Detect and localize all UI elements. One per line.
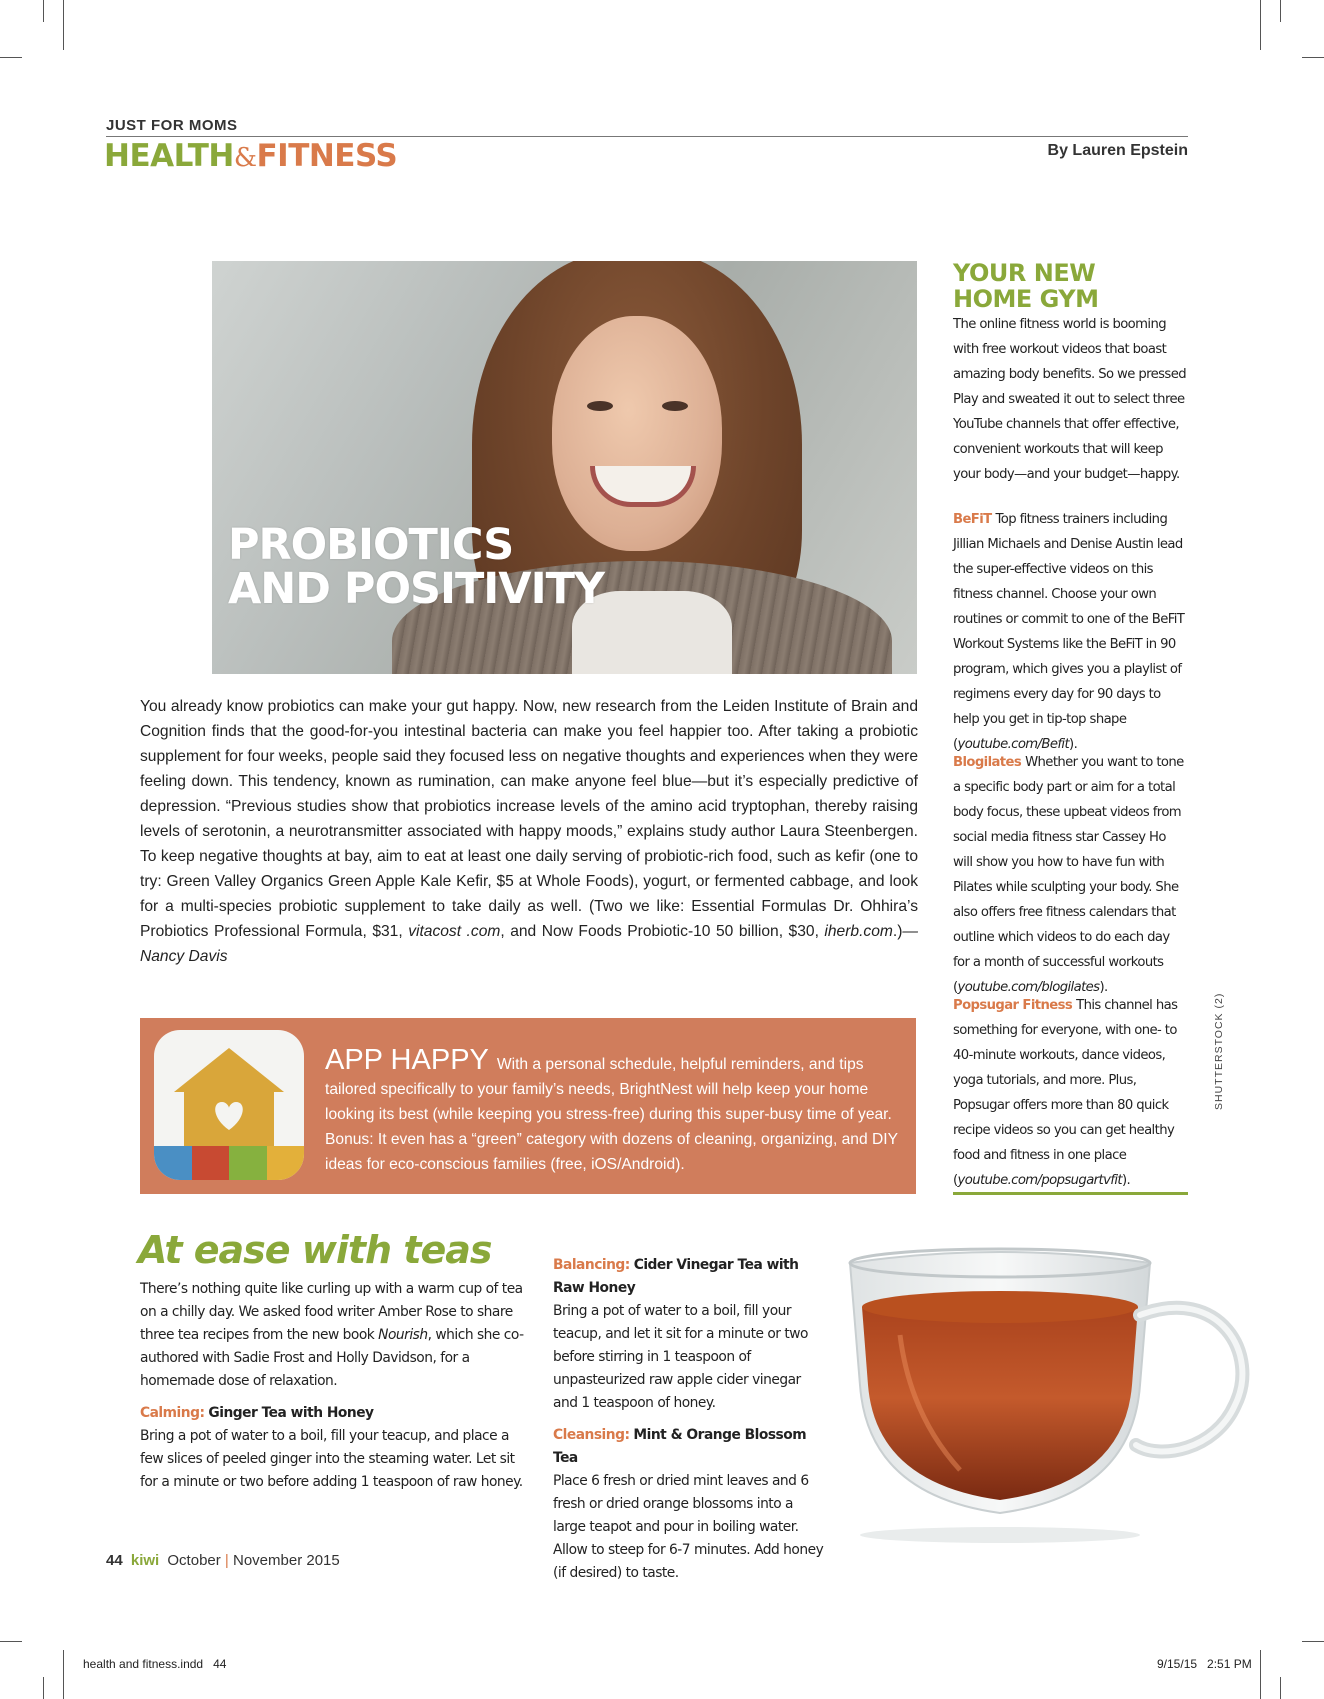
hero-title-line: PROBIOTICS — [228, 520, 514, 570]
sidebar-item-link: youtube.com/popsugartvfit — [957, 1173, 1122, 1188]
article-link-iherb: iherb.com — [824, 923, 893, 940]
sidebar-item-befit — [953, 507, 1188, 757]
app-happy-text — [325, 1044, 900, 1177]
sidebar-intro: The online fitness world is booming with free workout videos that boast amazing body benefits. So we pressed Play and sweated it out to select three YouTube channels that offer effective, convenient workouts that will keep your body—and your budget—happy. — [953, 317, 1186, 482]
crop-mark — [43, 0, 44, 22]
photo-eye — [662, 401, 688, 411]
stripe-red — [192, 1146, 230, 1180]
slug-timestamp: 9/15/15 2:51 PM — [1157, 1657, 1252, 1671]
teas-intro — [140, 1278, 530, 1393]
sidebar-item-end: ). — [1121, 1173, 1131, 1188]
app-happy-title: APP HAPPY — [325, 1044, 489, 1076]
teas-column-right — [553, 1254, 828, 1585]
recipe-balancing — [553, 1254, 828, 1415]
probiotics-article — [140, 694, 918, 969]
recipe-cleansing — [553, 1424, 828, 1585]
section-title — [104, 138, 397, 174]
sidebar-item-link: youtube.com/blogilates — [957, 980, 1100, 995]
photo-face — [552, 316, 722, 551]
recipe-label: Calming: — [140, 1405, 205, 1421]
page-number: 44 — [106, 1552, 123, 1569]
recipe-label: Balancing: — [553, 1257, 630, 1273]
tea-cup-image — [840, 1245, 1260, 1545]
header-rule — [106, 136, 1188, 137]
sidebar-item-name: Blogilates — [953, 755, 1022, 770]
section-title-amp: & — [233, 143, 257, 173]
sidebar-item-end: ). — [1099, 980, 1108, 995]
sidebar-title — [953, 260, 1099, 312]
recipe-text: Place 6 fresh or dried mint leaves and 6 fresh or dried orange blossoms into a large teapot and pour in boiling water. Allow to steep for 6-7 minutes. Add honey (if desired) to taste. — [553, 1473, 824, 1581]
recipe-title: Cider Vinegar Tea with Raw Honey — [553, 1257, 799, 1296]
recipe-text: Bring a pot of water to a boil, fill your teacup, and let it sit for a minute or two before stirring in 1 teaspoon of unpasteurized raw apple cider vinegar and 1 teaspoon of honey. — [553, 1303, 808, 1411]
stripe-yellow — [267, 1146, 305, 1180]
app-happy-body: With a personal schedule, helpful reminders, and tips tailored specifically to your family’s needs, BrightNest will help keep your home looking its best (while keeping you stress-free) during this super-busy time of year. Bonus: It even has a “green” category with dozens of cleaning, organizing, and DIY ideas for eco-conscious families (free, iOS/Android). — [325, 1056, 898, 1173]
page-folio — [106, 1552, 340, 1569]
sidebar-item-text: This channel has something for everyone, with one- to 40-minute workouts, dance videos, yoga tutorials, and more. Plus, Popsugar offers more than 80 quick recipe videos so you can get healthy food and fitness in one place ( — [953, 998, 1178, 1188]
teas-title: At ease with teas — [138, 1228, 492, 1272]
teas-column-left — [140, 1278, 530, 1494]
crop-mark — [63, 1650, 64, 1699]
recipe-calming — [140, 1402, 530, 1494]
sidebar-item-text: Top fitness trainers including Jillian Michaels and Denise Austin lead the super-effective videos on this fitness channel. Choose your own routines or commit to one of the BeFiT Workout Systems like the BeFiT in 90 program, which gives you a playlist of regimens every day for 90 days to help you get in tip-top shape ( — [953, 512, 1185, 752]
sidebar-item-name: BeFiT — [953, 512, 992, 527]
crop-mark — [0, 1641, 22, 1642]
recipe-text: Bring a pot of water to a boil, fill your teacup, and place a few slices of peeled ginger into the steaming water. Let sit for a minute or two before adding 1 teaspoon of raw honey. — [140, 1428, 523, 1490]
crop-mark — [43, 1677, 44, 1699]
section-kicker: JUST FOR MOMS — [106, 117, 238, 134]
hero-title — [228, 520, 605, 614]
crop-mark — [1302, 57, 1324, 58]
issue-month-year: November 2015 — [233, 1552, 340, 1569]
app-icon-stripes — [154, 1146, 304, 1180]
stripe-green — [229, 1146, 267, 1180]
crop-mark — [1280, 1677, 1281, 1699]
teas-intro-text: , which she co-authored with Sadie Frost and Holly Davidson, for a homemade dose of relaxation. — [140, 1327, 524, 1389]
crop-mark — [1260, 1650, 1261, 1699]
article-credit: —Nancy Davis — [140, 923, 919, 965]
hero-title-line: AND POSITIVITY — [228, 564, 605, 614]
sidebar-item-blogilates — [953, 750, 1188, 1000]
sidebar-item-popsugar — [953, 993, 1188, 1193]
sidebar-item-end: ). — [1069, 737, 1078, 752]
crop-mark — [63, 0, 64, 50]
section-title-health: HEALTH — [104, 138, 234, 174]
sidebar-item-link: youtube.com/Befit — [957, 737, 1070, 752]
crop-mark — [1260, 0, 1261, 50]
magazine-logo: kiwi — [130, 1552, 160, 1569]
byline: By Lauren Epstein — [1047, 142, 1188, 159]
sidebar-rule — [953, 1192, 1188, 1195]
crop-mark — [0, 57, 22, 58]
photo-eye — [587, 401, 613, 411]
article-text: You already know probiotics can make your gut happy. Now, new research from the Leiden Institute of Brain and Cognition finds that the good-for-you intestinal bacteria can make you feel happier too. After taking a probiotic supplement for four weeks, people said they focused less on negative thoughts and experiences when they were feeling down. This tendency, known as rumination, can make anyone feel blue—but it’s especially predictive of depression. “Previous studies show that probiotics increase levels of the amino acid tryptophan, thereby raising levels of serotonin, a neurotransmitter associated with happy moods,” explains study author Laura Steenbergen. To keep negative thoughts at bay, aim to eat at least one daily serving of probiotic-rich food, such as kefir (one to try: Green Valley Organics Green Apple Kale Kefir, $5 at Whole Foods), yogurt, or fermented cabbage, and look for a multi-species probiotic supplement to take daily as well. (Two we like: Essential Formulas Dr. Ohhira’s Probiotics Professional Formula, $31, — [140, 698, 918, 940]
sidebar-title-line: YOUR NEW — [953, 259, 1096, 287]
recipe-title: Mint & Orange Blossom Tea — [553, 1427, 807, 1466]
app-happy-box — [140, 1018, 916, 1194]
article-text: .) — [892, 923, 903, 940]
sidebar-title-line: HOME GYM — [953, 285, 1099, 313]
stripe-blue — [154, 1146, 192, 1180]
sidebar-item-name: Popsugar Fitness — [953, 998, 1073, 1013]
teas-book-title: Nourish — [378, 1327, 428, 1343]
recipe-label: Cleansing: — [553, 1427, 630, 1443]
issue-separator: | — [224, 1552, 229, 1569]
issue-month: October — [167, 1552, 221, 1569]
sidebar-item-text: Whether you want to tone a specific body part or aim for a total body focus, these upbeat videos from social media fitness star Cassey Ho will show you how to have fun with Pilates while sculpting your body. She also offers free fitness calendars that outline which videos to do each day for a month of successful workouts ( — [953, 755, 1184, 995]
crop-mark — [1302, 1641, 1324, 1642]
slug-filename: health and fitness.indd 44 — [83, 1657, 227, 1671]
section-title-fitness: FITNESS — [256, 138, 398, 174]
photo-credit: SHUTTERSTOCK (2) — [1213, 992, 1225, 1110]
article-text: , and Now Foods Probiotic-10 50 billion, $30, — [500, 923, 825, 940]
crop-mark — [1280, 0, 1281, 22]
hero-photo — [212, 261, 917, 674]
recipe-title: Ginger Tea with Honey — [208, 1405, 374, 1421]
article-link-vitacost: vitacost .com — [408, 923, 501, 940]
teas-intro-text: There’s nothing quite like curling up with a warm cup of tea on a chilly day. We asked food writer Amber Rose to share three tea recipes from the new book — [140, 1281, 523, 1343]
brightnest-app-icon — [154, 1030, 304, 1180]
